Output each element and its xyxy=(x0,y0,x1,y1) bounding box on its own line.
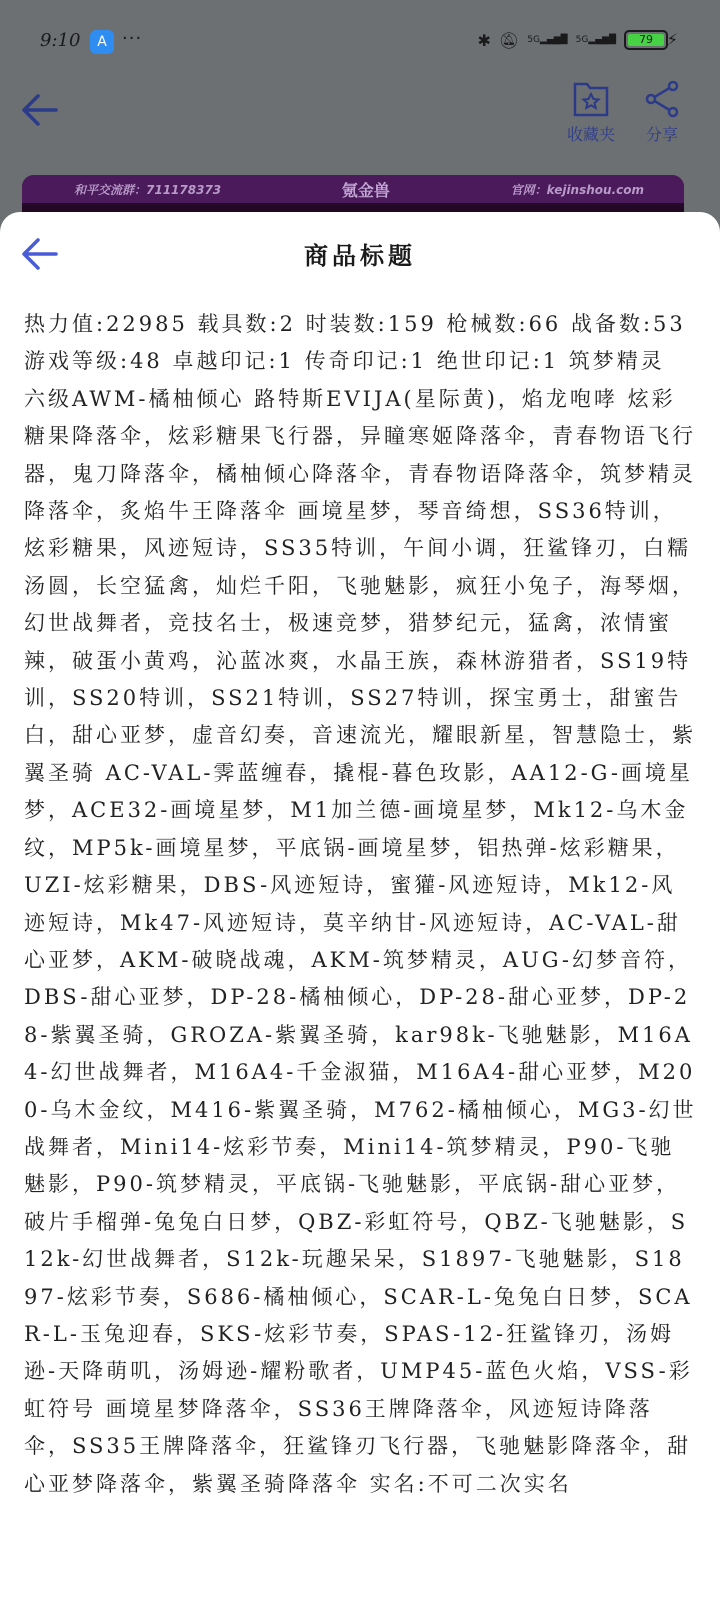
folder-star-icon xyxy=(572,80,610,118)
signal-icon: 5G▂▄▆█ xyxy=(527,35,568,45)
favorites-button[interactable] xyxy=(562,80,620,145)
back-arrow-icon xyxy=(20,90,60,130)
share-label: 分享 xyxy=(645,125,678,144)
sheet-title: 商品标题 xyxy=(304,242,416,270)
status-time: 9:10 xyxy=(40,30,81,51)
bluetooth-icon: ✱ xyxy=(477,30,491,50)
mute-icon: 🔕︎ xyxy=(498,30,520,50)
banner-website: 官网：kejinshou.com xyxy=(510,182,644,197)
title-bottom-sheet xyxy=(0,212,720,1612)
charging-icon: ⚡︎ xyxy=(666,30,678,49)
app-store-icon: A xyxy=(90,30,114,54)
share-button[interactable] xyxy=(640,80,684,145)
share-icon xyxy=(643,80,681,118)
top-bar xyxy=(0,80,720,160)
product-title-text: 热力值:22985 载具数:2 时装数:159 枪械数:66 战备数:53 游戏等级:48 卓越印记:1 传奇印记:1 绝世印记:1 筑梦精灵 六级AWM-橘柚倾心 路特斯EVIJA(星际黄)，焰龙咆哮 炫彩糖果降落伞，炫彩糖果飞行器，异瞳寒姬降落伞，青春物语飞行器，鬼刀降落伞，橘柚倾心降落伞，青春物语降落伞，筑梦精灵降落伞，炙焰牛王降落伞 画境星梦，琴音绮想，SS36特训，炫彩糖果，风迹短诗，SS35特训，午间小调，狂鲨锋刃，白糯汤圆，长空猛禽，灿烂千阳，飞驰魅影，疯狂小兔子，海琴烟，幻世战舞者，竞技名士，极速竞梦，猎梦纪元，猛禽，浓情蜜辣，破蛋小黄鸡，沁蓝冰爽，水晶王族，森林游猎者，SS19特训，SS20特训，SS21特训，SS27特训，探宝勇士，甜蜜告白，甜心亚梦，虚音幻奏，音速流光，耀眼新星，智慧隐士，紫翼圣骑 AC-VAL-霁蓝缠春，撬棍-暮色玫影，AA12-G-画境星梦，ACE32-画境星梦，M1加兰德-画境星梦，Mk12-乌木金纹，MP5k-画境星梦，平底锅-画境星梦，铝热弹-炫彩糖果，UZI-炫彩糖果，DBS-风迹短诗，蜜獾-风迹短诗，Mk12-风迹短诗，Mk47-风迹短诗，莫辛纳甘-风迹短诗，AC-VAL-甜心亚梦，AKM-破晓战魂，AKM-筑梦精灵，AUG-幻梦音符，DBS-甜心亚梦，DP-28-橘柚倾心，DP-28-甜心亚梦，DP-28-紫翼圣骑，GROZA-紫翼圣骑，kar98k-飞驰魅影，M16A4-幻世战舞者，M16A4-千金淑猫，M16A4-甜心亚梦，M200-乌木金纹，M416-紫翼圣骑，M762-橘柚倾心，MG3-幻世战舞者，Mini14-炫彩节奏，Mini14-筑梦精灵，P90-飞驰魅影，P90-筑梦精灵，平底锅-飞驰魅影，平底锅-甜心亚梦，破片手榴弹-兔兔白日梦，QBZ-彩虹符号，QBZ-飞驰魅影，S12k-幻世战舞者，S12k-玩趣呆呆，S1897-飞驰魅影，S1897-炫彩节奏，S686-橘柚倾心，SCAR-L-兔兔白日梦，SCAR-L-玉兔迎春，SKS-炫彩节奏，SPAS-12-狂鲨锋刃，汤姆逊-天降萌叽，汤姆逊-耀粉歌者，UMP45-蓝色火焰，VSS-彩虹符号 画境星梦降落伞，SS36王牌降落伞，风迹短诗降落伞，SS35王牌降落伞，狂鲨锋刃飞行器，飞驰魅影降落伞，甜心亚梦降落伞，紫翼圣骑降落伞 实名:不可二次实名 xyxy=(24,312,697,1496)
status-bar xyxy=(0,28,720,60)
banner-group: 和平交流群：711178373 xyxy=(74,182,222,197)
banner-logo: 氪金兽 xyxy=(341,180,390,200)
more-notifications-icon: ··· xyxy=(122,28,143,49)
back-button[interactable] xyxy=(20,90,60,134)
signal-icon-2: 5G▂▄▆█ xyxy=(575,35,616,45)
battery-icon: 79 xyxy=(624,30,668,50)
favorites-label: 收藏夹 xyxy=(566,125,615,144)
